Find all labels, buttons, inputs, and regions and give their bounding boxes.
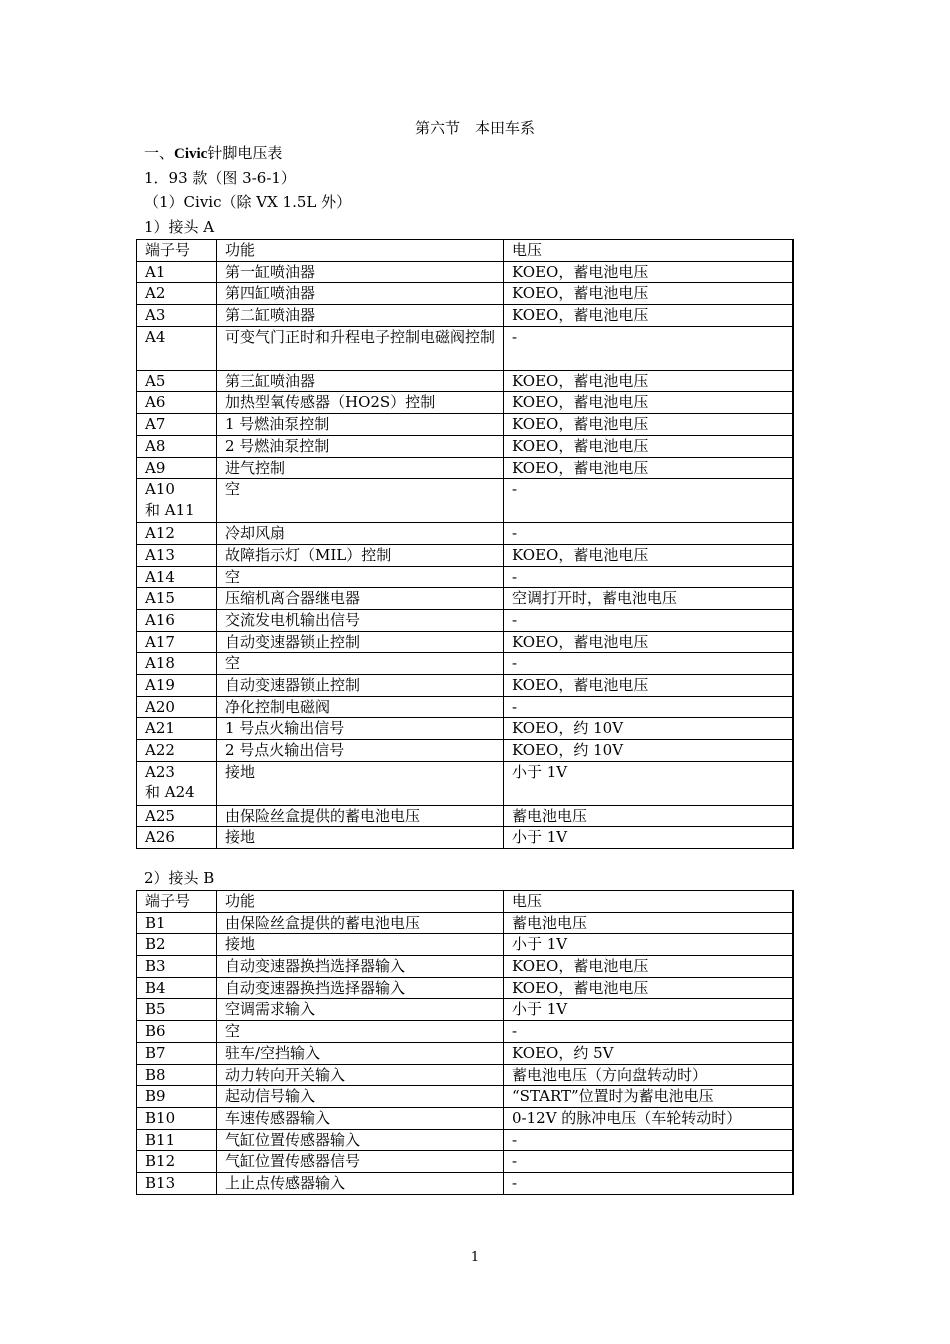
page-number: 1: [470, 1250, 480, 1265]
terminal-cell: B1: [137, 912, 217, 934]
voltage-cell: KOEO，蓄电池电压: [504, 414, 793, 436]
voltage-cell: KOEO，蓄电池电压: [504, 544, 793, 566]
table-row: [137, 653, 793, 675]
terminal-cell: A14: [137, 566, 217, 588]
connector-a-label: 1）接头 A: [144, 218, 215, 236]
voltage-cell: KOEO，约 5V: [504, 1042, 793, 1064]
function-cell: 自动变速器换挡选择器输入: [217, 977, 504, 999]
connector-b-table: [136, 890, 794, 1195]
terminal-cell: A10 和 A11: [137, 479, 217, 523]
terminal-cell: A18: [137, 653, 217, 675]
table-header-row: [137, 891, 793, 913]
voltage-cell: 蓄电池电压: [504, 805, 793, 827]
function-cell: 第三缸喷油器: [217, 370, 504, 392]
function-cell: 自动变速器换挡选择器输入: [217, 956, 504, 978]
connector-a-table: [136, 239, 794, 849]
table-row: [137, 283, 793, 305]
heading-model: Civic: [174, 146, 208, 162]
terminal-cell: A1: [137, 261, 217, 283]
table-row: [137, 1172, 793, 1194]
terminal-cell: A25: [137, 805, 217, 827]
function-cell: 进气控制: [217, 457, 504, 479]
column-header: 电压: [504, 240, 793, 262]
voltage-cell: 蓄电池电压（方向盘转动时）: [504, 1064, 793, 1086]
table-row: [137, 523, 793, 545]
function-cell: 动力转向开关输入: [217, 1064, 504, 1086]
terminal-cell: A26: [137, 827, 217, 849]
table-row: [137, 326, 793, 370]
function-cell: 由保险丝盒提供的蓄电池电压: [217, 805, 504, 827]
voltage-cell: KOEO，蓄电池电压: [504, 261, 793, 283]
function-cell: 上止点传感器输入: [217, 1172, 504, 1194]
function-cell: 可变气门正时和升程电子控制电磁阀控制: [217, 326, 504, 370]
terminal-cell: A5: [137, 370, 217, 392]
table-row: [137, 1021, 793, 1043]
function-cell: 2 号燃油泵控制: [217, 435, 504, 457]
table-row: [137, 370, 793, 392]
function-cell: 第一缸喷油器: [217, 261, 504, 283]
terminal-cell: A4: [137, 326, 217, 370]
terminal-cell: A8: [137, 435, 217, 457]
voltage-cell: -: [504, 609, 793, 631]
table-header-row: [137, 240, 793, 262]
table-row: [137, 305, 793, 327]
voltage-cell: KOEO，蓄电池电压: [504, 675, 793, 697]
subheading-model: （1）Civic（除 VX 1.5L 外）: [144, 193, 352, 211]
function-cell: 2 号点火输出信号: [217, 740, 504, 762]
voltage-cell: KOEO，约 10V: [504, 718, 793, 740]
subheading-year: 1．93 款（图 3-6-1）: [144, 169, 296, 187]
table-row: [137, 999, 793, 1021]
table-row: [137, 1086, 793, 1108]
function-cell: 接地: [217, 934, 504, 956]
terminal-cell: B7: [137, 1042, 217, 1064]
voltage-cell: -: [504, 1151, 793, 1173]
table-row: [137, 912, 793, 934]
table-row: [137, 261, 793, 283]
terminal-cell: B5: [137, 999, 217, 1021]
function-cell: 自动变速器锁止控制: [217, 675, 504, 697]
table-row: [137, 414, 793, 436]
voltage-cell: 小于 1V: [504, 999, 793, 1021]
function-cell: 空: [217, 653, 504, 675]
voltage-cell: KOEO，蓄电池电压: [504, 305, 793, 327]
voltage-cell: 小于 1V: [504, 761, 793, 805]
table-row: [137, 805, 793, 827]
table-row: [137, 956, 793, 978]
table-row: [137, 1064, 793, 1086]
table-row: [137, 977, 793, 999]
voltage-cell: -: [504, 523, 793, 545]
terminal-cell: A2: [137, 283, 217, 305]
table-row: [137, 457, 793, 479]
function-cell: 空调需求输入: [217, 999, 504, 1021]
terminal-cell: A23 和 A24: [137, 761, 217, 805]
terminal-cell: B9: [137, 1086, 217, 1108]
voltage-cell: KOEO，蓄电池电压: [504, 977, 793, 999]
function-cell: 车速传感器输入: [217, 1107, 504, 1129]
table-row: [137, 761, 793, 805]
table-row: [137, 1042, 793, 1064]
terminal-cell: B2: [137, 934, 217, 956]
terminal-cell: B11: [137, 1129, 217, 1151]
terminal-cell: A22: [137, 740, 217, 762]
function-cell: 第二缸喷油器: [217, 305, 504, 327]
terminal-cell: B6: [137, 1021, 217, 1043]
voltage-cell: 蓄电池电压: [504, 912, 793, 934]
terminal-cell: A21: [137, 718, 217, 740]
table-row: [137, 479, 793, 523]
voltage-cell: -: [504, 696, 793, 718]
column-header: 功能: [217, 891, 504, 913]
column-header: 端子号: [137, 891, 217, 913]
table-row: [137, 1151, 793, 1173]
voltage-cell: -: [504, 326, 793, 370]
voltage-cell: KOEO，蓄电池电压: [504, 457, 793, 479]
voltage-cell: KOEO，蓄电池电压: [504, 370, 793, 392]
voltage-cell: KOEO，约 10V: [504, 740, 793, 762]
column-header: 电压: [504, 891, 793, 913]
terminal-cell: A16: [137, 609, 217, 631]
voltage-cell: -: [504, 1021, 793, 1043]
function-cell: 气缸位置传感器信号: [217, 1151, 504, 1173]
function-cell: 故障指示灯（MIL）控制: [217, 544, 504, 566]
function-cell: 加热型氧传感器（HO2S）控制: [217, 392, 504, 414]
terminal-cell: B13: [137, 1172, 217, 1194]
voltage-cell: KOEO，蓄电池电压: [504, 283, 793, 305]
section-title: 第六节 本田车系: [414, 119, 535, 137]
table-row: [137, 1129, 793, 1151]
heading-suffix: 针脚电压表: [207, 144, 283, 162]
column-header: 端子号: [137, 240, 217, 262]
terminal-cell: B12: [137, 1151, 217, 1173]
heading-prefix: 一、: [144, 144, 175, 162]
table-row: [137, 718, 793, 740]
voltage-cell: KOEO，蓄电池电压: [504, 631, 793, 653]
terminal-cell: B10: [137, 1107, 217, 1129]
voltage-cell: 0-12V 的脉冲电压（车轮转动时）: [504, 1107, 793, 1129]
terminal-cell: A15: [137, 588, 217, 610]
voltage-cell: KOEO，蓄电池电压: [504, 956, 793, 978]
function-cell: 第四缸喷油器: [217, 283, 504, 305]
voltage-cell: -: [504, 653, 793, 675]
function-cell: 交流发电机输出信号: [217, 609, 504, 631]
terminal-cell: A6: [137, 392, 217, 414]
voltage-cell: “START”位置时为蓄电池电压: [504, 1086, 793, 1108]
voltage-cell: -: [504, 566, 793, 588]
terminal-cell: B8: [137, 1064, 217, 1086]
terminal-cell: A20: [137, 696, 217, 718]
function-cell: 1 号点火输出信号: [217, 718, 504, 740]
function-cell: 驻车/空挡输入: [217, 1042, 504, 1064]
terminal-cell: A17: [137, 631, 217, 653]
function-cell: 1 号燃油泵控制: [217, 414, 504, 436]
table-row: [137, 740, 793, 762]
voltage-cell: -: [504, 1172, 793, 1194]
terminal-cell: A3: [137, 305, 217, 327]
connector-b-label: 2）接头 B: [144, 869, 215, 887]
terminal-cell: A7: [137, 414, 217, 436]
voltage-cell: -: [504, 1129, 793, 1151]
table-row: [137, 392, 793, 414]
table-row: [137, 566, 793, 588]
table-row: [137, 631, 793, 653]
terminal-cell: A19: [137, 675, 217, 697]
table-row: [137, 435, 793, 457]
table-row: [137, 934, 793, 956]
function-cell: 接地: [217, 761, 504, 805]
function-cell: 空: [217, 479, 504, 523]
table-row: [137, 544, 793, 566]
terminal-cell: A9: [137, 457, 217, 479]
voltage-cell: 空调打开时，蓄电池电压: [504, 588, 793, 610]
function-cell: 起动信号输入: [217, 1086, 504, 1108]
table-row: [137, 696, 793, 718]
voltage-cell: KOEO，蓄电池电压: [504, 435, 793, 457]
function-cell: 由保险丝盒提供的蓄电池电压: [217, 912, 504, 934]
function-cell: 净化控制电磁阀: [217, 696, 504, 718]
table-row: [137, 827, 793, 849]
function-cell: 压缩机离合器继电器: [217, 588, 504, 610]
voltage-cell: KOEO，蓄电池电压: [504, 392, 793, 414]
function-cell: 空: [217, 1021, 504, 1043]
function-cell: 气缸位置传感器输入: [217, 1129, 504, 1151]
function-cell: 接地: [217, 827, 504, 849]
terminal-cell: A13: [137, 544, 217, 566]
terminal-cell: B3: [137, 956, 217, 978]
table-row: [137, 588, 793, 610]
voltage-cell: -: [504, 479, 793, 523]
terminal-cell: A12: [137, 523, 217, 545]
column-header: 功能: [217, 240, 504, 262]
table-row: [137, 609, 793, 631]
heading-line: [144, 143, 282, 164]
function-cell: 空: [217, 566, 504, 588]
voltage-cell: 小于 1V: [504, 827, 793, 849]
function-cell: 冷却风扇: [217, 523, 504, 545]
voltage-cell: 小于 1V: [504, 934, 793, 956]
function-cell: 自动变速器锁止控制: [217, 631, 504, 653]
table-row: [137, 675, 793, 697]
table-row: [137, 1107, 793, 1129]
terminal-cell: B4: [137, 977, 217, 999]
